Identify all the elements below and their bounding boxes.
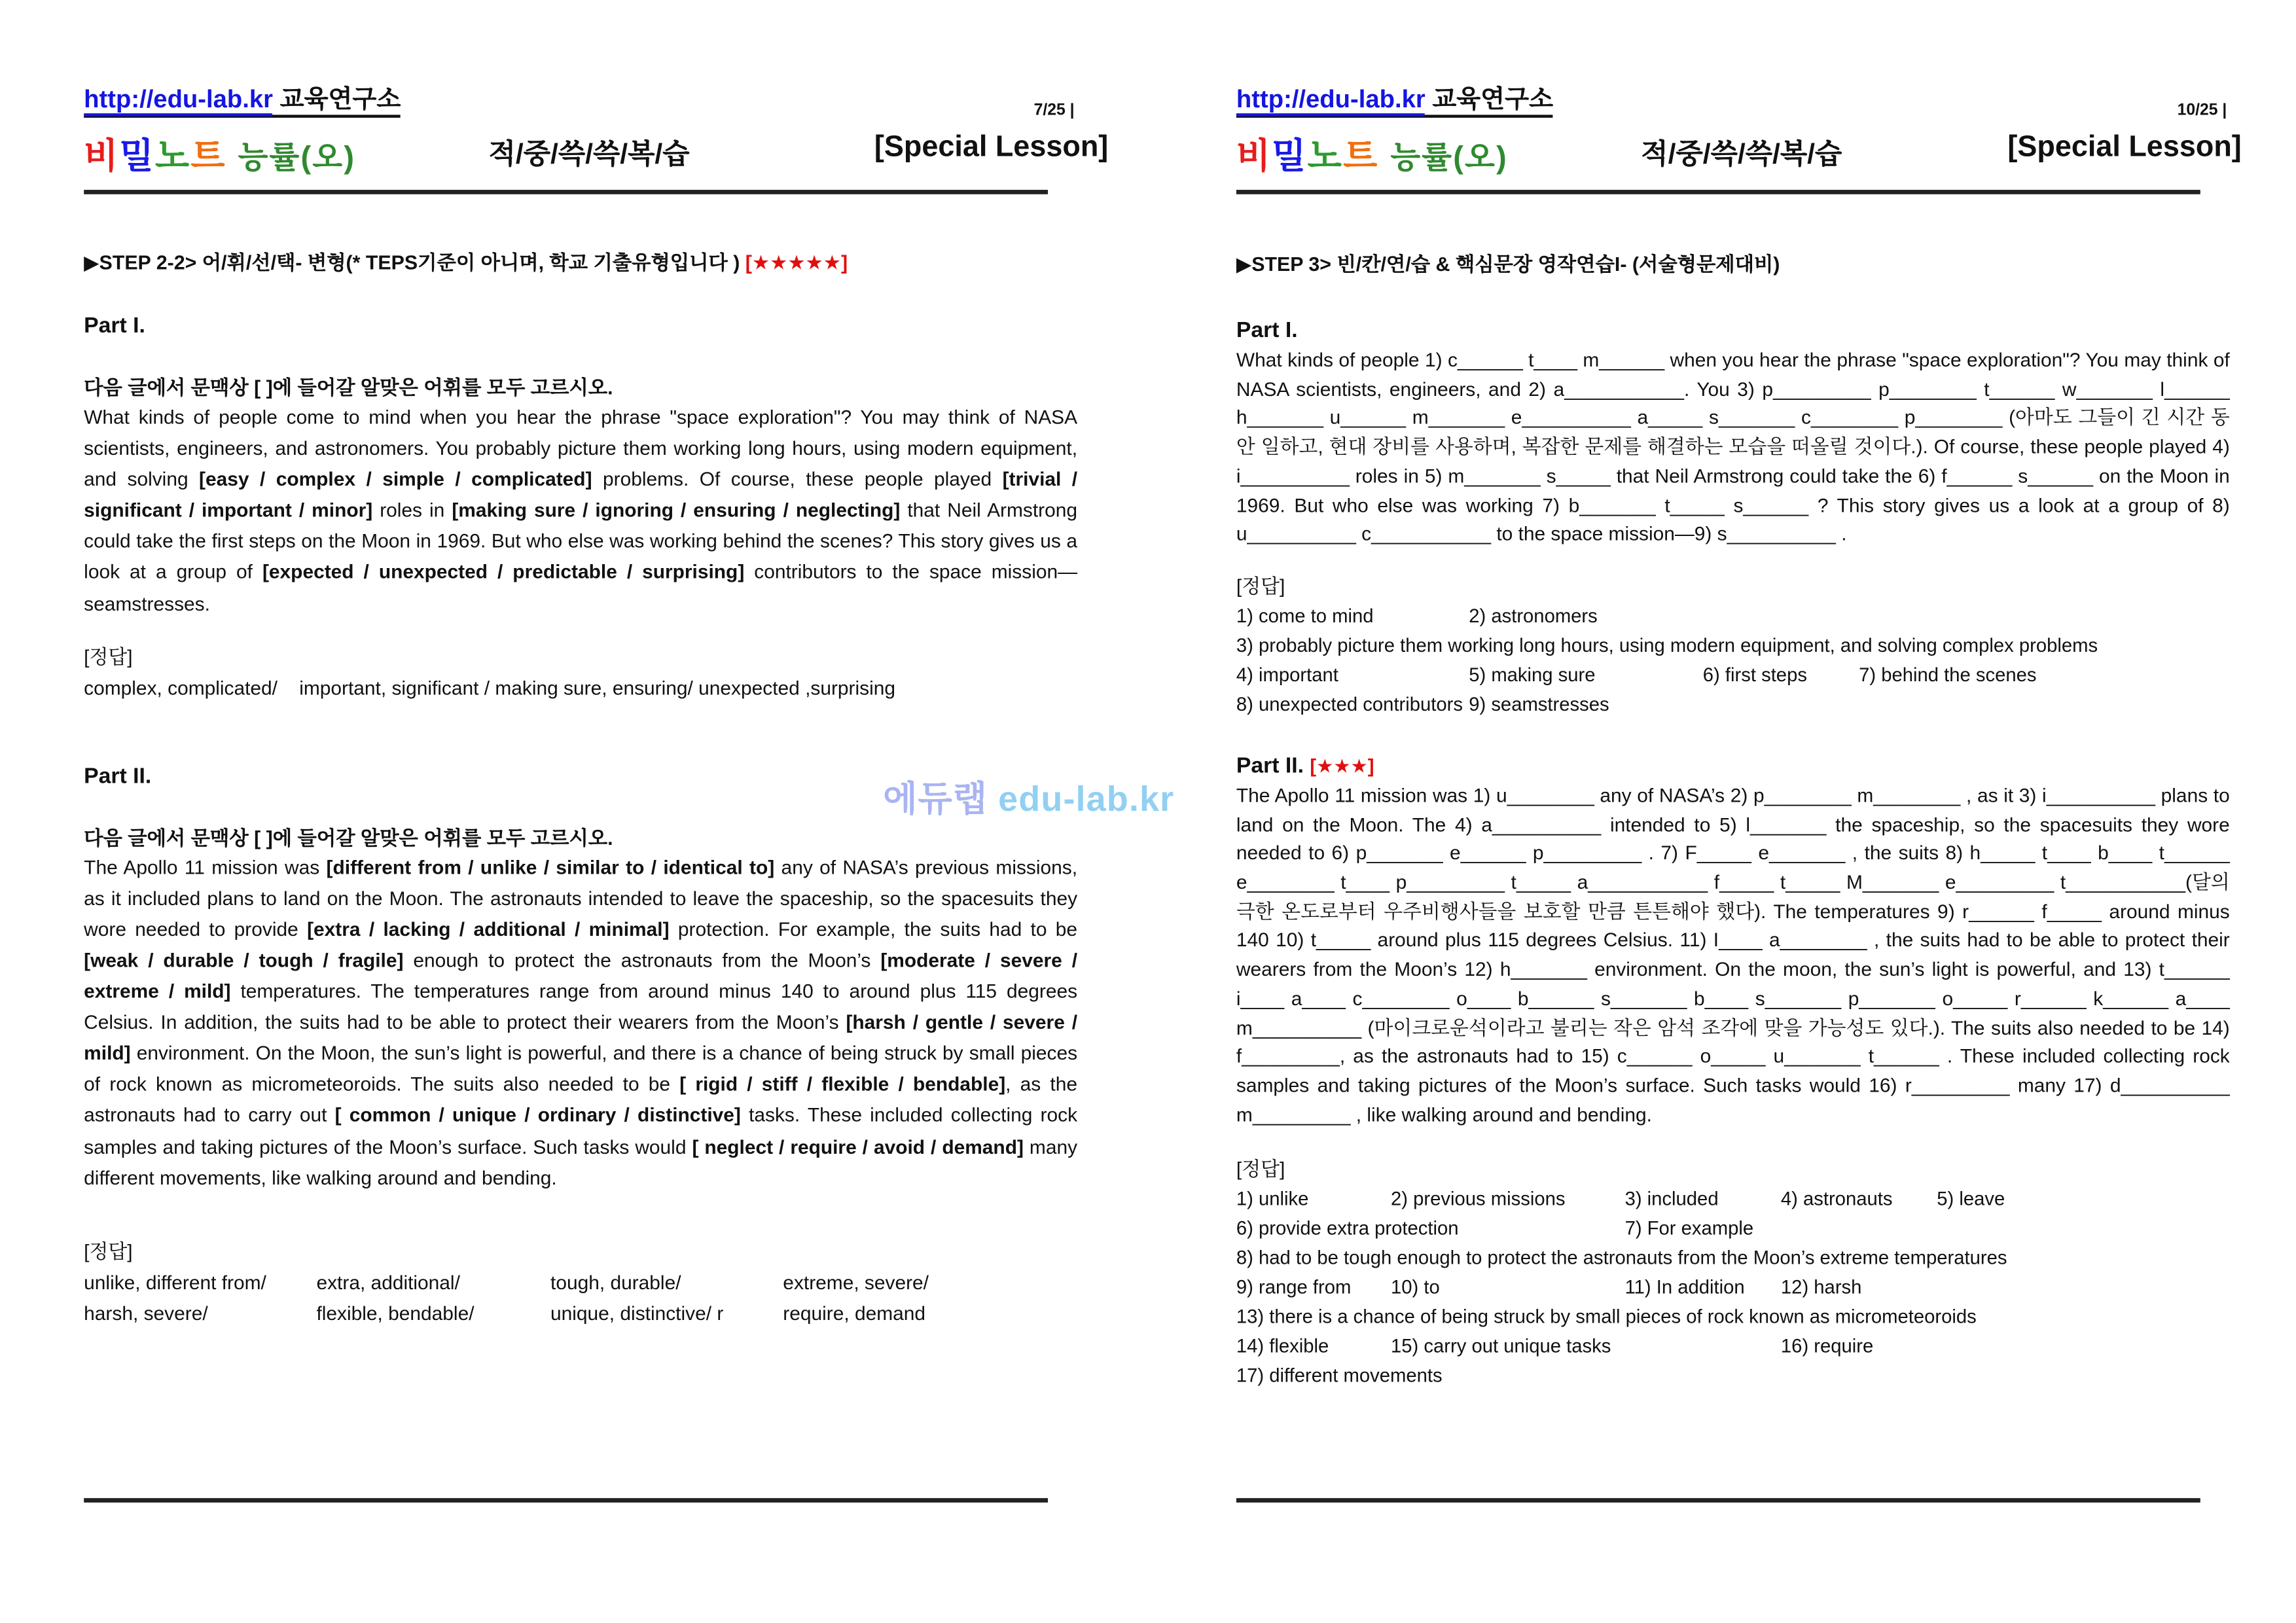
word-choice-options: [making sure / ignoring / ensuring / neglecting] — [452, 499, 901, 522]
answer-label: [정답] — [84, 1240, 133, 1262]
step-heading — [84, 250, 1077, 276]
passage-text: What kinds of people come to mind when you hear the phrase "space exploration"? You may think of NASA scientists, engineers, and astronomers. You probably picture them working long hours, using modern equipment, and solving — [84, 406, 1078, 491]
footer-rule — [1236, 1498, 2200, 1503]
answer-item: 2) previous missions — [1391, 1188, 1566, 1211]
passage-text: problems. Of course, these people played — [592, 468, 1003, 491]
answer-row — [1236, 1362, 2230, 1391]
lesson-title: [Special Lesson] — [874, 131, 1109, 164]
brand-title — [84, 126, 355, 178]
answer-cell: require, demand — [783, 1302, 926, 1325]
answer-item: 3) probably picture them working long hours, using modern equipment, and solving complex problems — [1236, 634, 2098, 656]
page-number: 10/25 | — [2177, 101, 2227, 120]
answer-item: 13) there is a chance of being struck by small pieces of rock known as micrometeoroids — [1236, 1306, 1977, 1329]
passage-text: contributors to the space mission—seamstresses. — [84, 561, 1078, 615]
answer-cell: tough, durable/ — [550, 1271, 681, 1293]
answer-row — [1236, 632, 2230, 661]
word-choice-options: [easy / complex / simple / complicated] — [199, 468, 592, 491]
brand-sub: 능률(오) — [238, 141, 356, 175]
answer-item: 6) provide extra protection — [1236, 1217, 1459, 1240]
answer-label: [정답] — [1236, 575, 1285, 597]
part-title: Part II. — [84, 763, 152, 789]
answer-row — [1236, 1215, 2230, 1244]
site-header — [1236, 85, 1553, 117]
answer-cell: extreme, severe/ — [783, 1271, 929, 1293]
answer-item: 1) come to mind — [1236, 605, 1374, 627]
watermark-latin: edu-lab.kr — [988, 779, 1175, 820]
series-title: 적/중/쓱/쓱/복/습 — [1641, 139, 1842, 171]
answer-item: 11) In addition — [1624, 1276, 1745, 1299]
answer-row — [1236, 1332, 2230, 1362]
brand-char: 비 — [84, 137, 120, 177]
answer-row — [1236, 1185, 2230, 1215]
answer-item: 17) different movements — [1236, 1364, 1443, 1387]
brand-sub: 능률(오) — [1390, 141, 1509, 175]
answer-item: 8) had to be tough enough to protect the astronauts from the Moon’s extreme temperatures — [1236, 1247, 2007, 1270]
brand-char: 밀 — [1272, 137, 1308, 177]
word-choice-options: [extra / lacking / additional / minimal] — [307, 918, 670, 940]
answer-item: 7) For example — [1624, 1217, 1754, 1240]
answer-text: complex, complicated/ important, significant / making sure, ensuring/ unexpected ,surprising — [84, 676, 896, 699]
word-choice-options: [trivial / significant / important / minor] — [84, 468, 1078, 522]
answer-item: 16) require — [1780, 1335, 1874, 1358]
brand-char: 노 — [154, 137, 191, 177]
passage-text: environment. On the Moon, the sun’s light is powerful, and there is a chance of being struck by small pieces of rock known as micrometeoroids. The suits also needed to be — [84, 1042, 1078, 1096]
passage-text: temperatures. The temperatures range from around minus 140 to around plus 115 degrees Celsius. In addition, the suits had to be able to protect their wearers from the Moon’s — [84, 980, 1078, 1033]
word-choice-options: [ neglect / require / avoid / demand] — [692, 1135, 1024, 1158]
answer-cell: flexible, bendable/ — [316, 1302, 475, 1325]
passage-text: roles in — [372, 499, 452, 522]
fill-in-passage: What kinds of people 1) c______ t____ m______ when you hear the phrase "space exploration"? You may think of NASA scientists, engineers, and 2) a___________. You 3) p_________ p________ t______ w_______ l______ h_______ u______ m_______ e__________ a_____ s_______ c________ p________ (아마도 그들이 긴 시간 동안 일하고, 현대 장비를 사용하며, 복잡한 문제를 해결하는 모습을 떠올릴 것이다.). Of course, these people played 4) i__________ roles in 5) m_______ s_____ that Neil Armstrong could take the 6) f______ s______ on the Moon in 1969. But who else was working 7) b_______ t_____ s______ ? This story gives us a look at a group of 8) u__________ c___________ to the space mission—9) s__________ . — [1236, 348, 2230, 545]
site-link[interactable]: http://edu-lab.kr — [1236, 85, 1426, 116]
answer-item: 9) range from — [1236, 1276, 1352, 1299]
answer-grid — [84, 1266, 1077, 1328]
brand-char: 밀 — [119, 137, 155, 177]
header-rule — [1236, 190, 2200, 194]
brand-char: 비 — [1236, 137, 1272, 177]
word-choice-options: [ rigid / stiff / flexible / bendable] — [679, 1073, 1006, 1096]
answer-item: 7) behind the scenes — [1859, 663, 2037, 686]
answer-list — [1236, 602, 2230, 720]
passage — [84, 851, 1077, 1193]
passage-text: protection. For example, the suits had to be — [669, 918, 1078, 940]
answer-item: 1) unlike — [1236, 1188, 1309, 1211]
difficulty-stars: [★★★★★] — [745, 251, 848, 274]
right-content — [1236, 252, 2230, 1391]
passage-text: , as the astronauts had to carry out — [84, 1073, 1078, 1127]
word-choice-options: [weak / durable / tough / fragile] — [84, 949, 404, 972]
part-title-text: Part II. — [1236, 753, 1304, 779]
answer-row — [1236, 660, 2230, 690]
instruction: 다음 글에서 문맥상 [ ]에 들어갈 알맞은 어휘를 모두 고르시오. — [84, 376, 613, 399]
answer-list — [1236, 1185, 2230, 1391]
passage-text: tasks. These included collecting rock samples and taking pictures of the Moon’s surface. Such tasks would — [84, 1104, 1078, 1158]
page-left — [84, 0, 1109, 1623]
step-heading: ▶STEP 3> 빈/칸/연/습 & 핵심문장 영작연습I- (서술형문제대비) — [1236, 253, 1780, 276]
word-choice-options: [harsh / gentle / severe / mild] — [84, 1011, 1078, 1065]
answer-cell: harsh, severe/ — [84, 1302, 208, 1325]
answer-item: 4) astronauts — [1780, 1188, 1893, 1211]
part-title — [1236, 752, 2230, 781]
org-name: 교육연구소 — [1425, 85, 1554, 114]
word-choice-options: [moderate / severe / extreme / mild] — [84, 949, 1078, 1003]
answer-row — [1236, 690, 2230, 719]
passage-text: enough to protect the astronauts from the Moon’s — [403, 949, 881, 972]
header-rule — [84, 190, 1048, 194]
passage-text: many different movements, like walking around and bending. — [84, 1135, 1078, 1189]
answer-cell: extra, additional/ — [316, 1271, 460, 1293]
page-number: 7/25 | — [1033, 101, 1075, 120]
brand-title — [1236, 126, 1508, 178]
answer-item: 2) astronomers — [1469, 605, 1598, 627]
answer-item: 5) making sure — [1469, 663, 1596, 686]
passage-text: any of NASA’s previous missions, as it included plans to land on the Moon. The astronauts intended to leave the spaceship, so the spacesuits they wore needed to provide — [84, 855, 1078, 940]
answer-row — [1236, 602, 2230, 632]
word-choice-options: [different from / unlike / similar to / identical to] — [326, 855, 775, 878]
brand-char: 노 — [1307, 137, 1344, 177]
answer-item: 14) flexible — [1236, 1335, 1329, 1358]
step-text: ▶STEP 2-2> 어/휘/선/택- 변형(* TEPS기준이 아니며, 학교 기출유형입니다 ) — [84, 251, 745, 274]
answer-label: [정답] — [1236, 1158, 1285, 1181]
answer-item: 4) important — [1236, 663, 1338, 686]
fill-in-passage: The Apollo 11 mission was 1) u________ any of NASA’s 2) p________ m________ , as it 3) i__________ plans to land on the Moon. The 4) a__________ intended to 5) l_______ the spaceship, so the spacesuits they wore needed to 6) p_______ e______ p_________ . 7) F_____ e_______ , the suits 8) h_____ t____ b____ t______ e________ t____ p_________ t_____ a___________ f_____ t_____ M_______ e_________ t___________(달의 극한 온도로부터 우주비행사들을 보호할 만큼 튼튼해야 했다). The temperatures 9) r______ f_____ around minus 140 10) t_____ around plus 115 degrees Celsius. 11) I____ a________ , the suits had to be able to protect their wearers from the Moon’s 12) h_______ environment. On the moon, the sun’s light is powerful, and 13) t______ i____ a____ c________ o____ b______ s_______ b____ s_______ p_______ o_____ r______ k______ a____ m__________ (마이크로운석이라고 불리는 작은 암석 조각에 맞을 가능성도 있다.). The suits also needed to be 14) f_________, as the astronauts had to 15) c______ o_____ u_______ t______ . These included collecting rock samples and taking pictures of the Moon’s surface. Such tasks would 16) r_________ many 17) d__________ m_________ , like walking around and bending. — [1236, 784, 2230, 1126]
difficulty-stars: [★★★] — [1310, 755, 1374, 777]
answer-label: [정답] — [84, 645, 133, 668]
answer-row — [1236, 1303, 2230, 1332]
page-right — [1236, 0, 2242, 1623]
lesson-title: [Special Lesson] — [2007, 131, 2242, 164]
left-content — [84, 250, 1077, 1329]
answer-cell: unlike, different from/ — [84, 1271, 266, 1293]
answer-item: 12) harsh — [1780, 1276, 1862, 1299]
brand-char: 트 — [1343, 137, 1379, 177]
series-title: 적/중/쓱/쓱/복/습 — [488, 139, 690, 171]
answer-item: 5) leave — [1937, 1188, 2005, 1211]
answer-item: 15) carry out unique tasks — [1391, 1335, 1611, 1358]
answer-item: 10) to — [1391, 1276, 1440, 1299]
word-choice-options: [expected / unexpected / predictable / surprising] — [262, 561, 745, 584]
passage-text: The Apollo 11 mission was — [84, 855, 327, 878]
watermark-korean: 에듀랩 — [883, 779, 988, 820]
part-title: Part I. — [1236, 317, 1298, 343]
site-link[interactable]: http://edu-lab.kr — [84, 85, 273, 116]
word-choice-options: [ common / unique / ordinary / distinctive] — [334, 1104, 741, 1127]
site-header — [84, 85, 401, 117]
answer-row — [1236, 1244, 2230, 1274]
answer-item: 6) first steps — [1702, 663, 1807, 686]
instruction: 다음 글에서 문맥상 [ ]에 들어갈 알맞은 어휘를 모두 고르시오. — [84, 826, 613, 849]
footer-rule — [84, 1498, 1048, 1503]
answer-item: 8) unexpected contributors — [1236, 692, 1463, 715]
brand-char: 트 — [190, 137, 226, 177]
passage-text: that Neil Armstrong could take the first steps on the Moon in 1969. But who else was working behind the scenes? This story gives us a look at a group of — [84, 499, 1078, 584]
answer-item: 9) seamstresses — [1469, 692, 1609, 715]
org-name: 교육연구소 — [273, 85, 401, 114]
answer-cell: unique, distinctive/ r — [550, 1302, 724, 1325]
answer-row — [1236, 1274, 2230, 1303]
answer-item: 3) included — [1624, 1188, 1719, 1211]
part-title: Part I. — [84, 313, 145, 339]
passage — [84, 402, 1077, 619]
